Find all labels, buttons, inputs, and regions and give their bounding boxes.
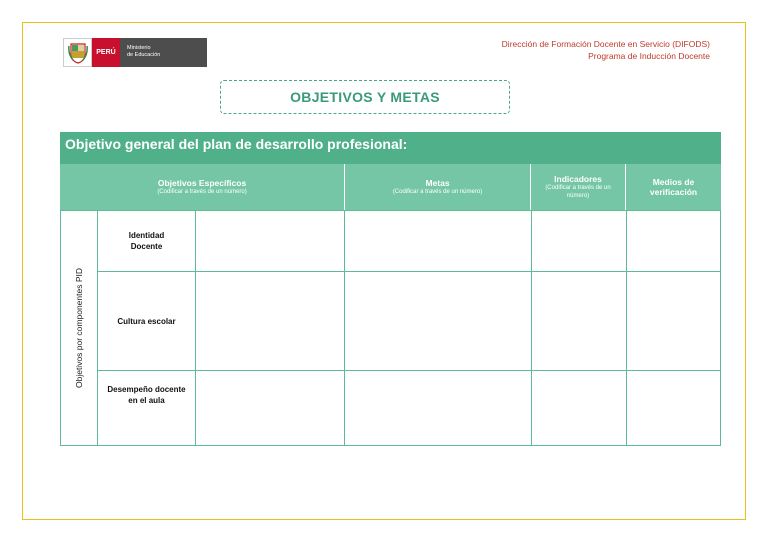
logo-ministry-line1: Ministerio xyxy=(127,45,151,51)
grid-line xyxy=(626,210,627,446)
general-objective-banner: Objetivo general del plan de desarrollo profesional: xyxy=(60,132,721,164)
column-header-sub: (Codificar a través de un número) xyxy=(392,189,483,195)
row-label-desempeno: Desempeño docente en el aula xyxy=(107,385,186,405)
side-label-text: Objetivos por componentes PID xyxy=(73,267,84,389)
column-header-sub: (Codificar a través de un número) xyxy=(157,189,247,195)
column-header-label: Medios de verificación xyxy=(649,177,698,197)
minedu-logo xyxy=(63,38,207,67)
grid-line xyxy=(195,210,196,446)
page-title: OBJETIVOS Y METAS xyxy=(220,80,510,114)
grid-line xyxy=(344,210,345,446)
column-header-metas xyxy=(345,164,531,210)
logo-country: PERÚ xyxy=(92,38,120,67)
column-header-label: Objetivos Específicos xyxy=(157,178,247,188)
header-institution xyxy=(502,38,710,62)
header-line2: Programa de Inducción Docente xyxy=(588,51,710,61)
logo-ministry xyxy=(120,38,207,67)
peru-coat-of-arms-icon xyxy=(63,38,92,67)
column-header-sub: (Codificar a través de un número) xyxy=(545,185,611,199)
header-line1: Dirección de Formación Docente en Servicio (DIFODS) xyxy=(501,39,710,49)
row-label-cultura: Cultura escolar xyxy=(117,316,176,326)
components-side-label xyxy=(60,210,97,446)
column-header-indicadores xyxy=(531,164,626,210)
column-header-label: Metas xyxy=(425,178,450,188)
logo-ministry-line2: de Educación xyxy=(127,52,161,58)
row-label-identidad: Identidad Docente xyxy=(128,231,165,251)
column-header-objetivos xyxy=(60,164,345,210)
grid-line xyxy=(531,210,532,446)
column-header-medios xyxy=(626,164,721,210)
column-header-label: Indicadores xyxy=(554,174,602,184)
table-header xyxy=(60,164,721,210)
